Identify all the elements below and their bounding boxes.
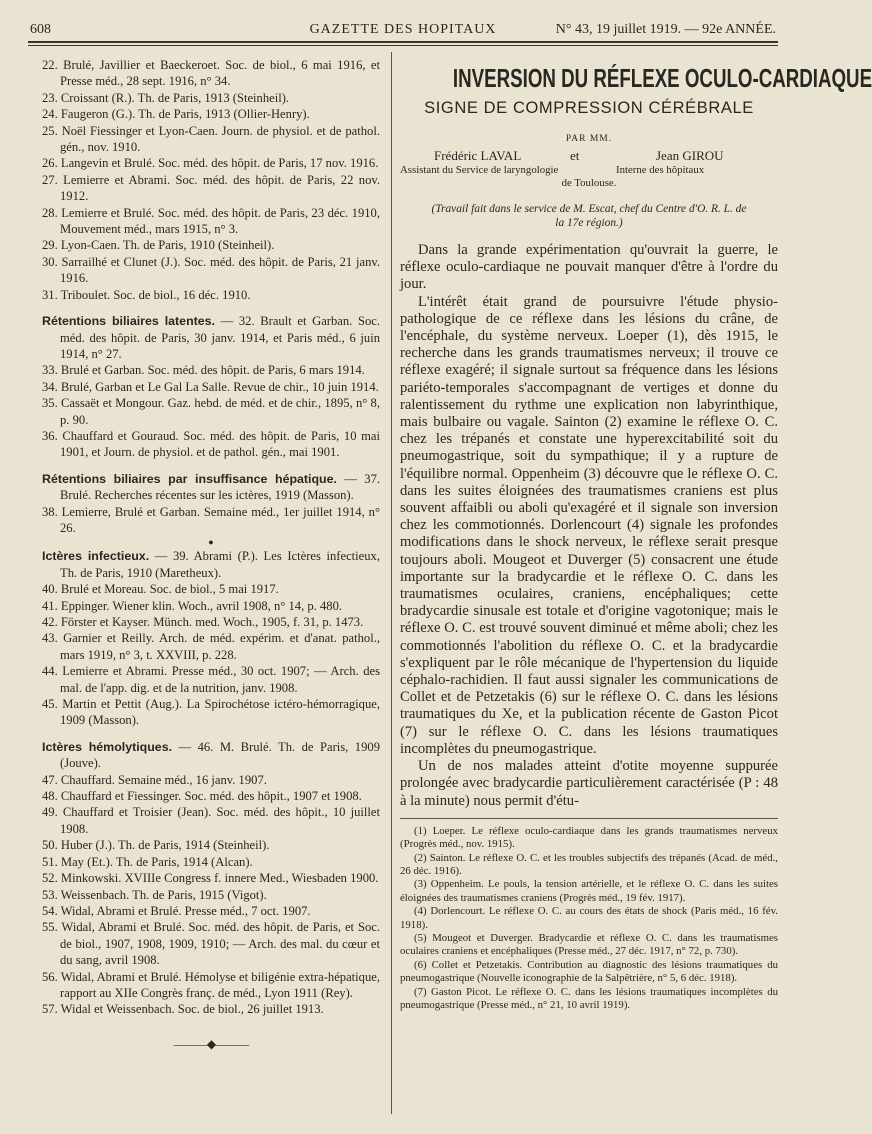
reference-item: 26. Langevin et Brulé. Soc. méd. des hôpit. de Paris, 17 nov. 1916. <box>42 156 379 171</box>
body-paragraph: L'intérêt était grand de poursuivre l'étude physio-pathologique de ce réflexe dans les lésions du crâne, de l'encéphale, du système nerveux. Loeper (1), dès 1915, le recherche dans les grands traumatismes nerveux; il trouve ce réflexe exagéré; il signale surtout sa fréquence dans les lésions pariéto-temporales s'accompagnant de vertiges et donne du ralentissement du rythme une explication non labyrinthique, mais bulbaire ou vagale. Sainton (2) examine le réflexe O. C. chez les trépanés et constate une hyperexcitabilité soit du pneumogastrique, soit du sympathique; il y a rupture de l'équilibre normal. Oppenheim (3) découvre que le réflexe O. C. dans les suites éloignées des traumatismes craniens est plus souvent affaibli ou aboli qu'exagéré et il signale son inversion chez les commotionnés. Dorlencourt (4) signale les profondes modifications dans le shock nerveux, le réflexe serait presque toujours aboli. Mougeot et Duverger (5) consacrent une étude importante sur la bradycardie et le réflexe O. C. dans les traumatismes oculaires, craniens, encéphaliques; cette bradycardie sinusale est totale et d'origine vagotonique; mais le réflexe O. C. est trouvé souvent diminué et même aboli; chez les commotionnés l'abolition du réflexe O. C. et la bradycardie s'expliquent par le rôle mécanique de l'hypertension du liquide céphalo-rachidien. Il faut aussi signaler les communications de Collet et de Petzetakis (6) sur le réflexe O. C. dans les lésions traumatiques du Xe, et la publication récente de Gaston Picot (7) sur le réflexe O. C. dans les lésions traumatiques incomplètes du pneumogastrique. <box>400 293 778 757</box>
reference-item: 38. Lemierre, Brulé et Garban. Semaine méd., 1er juillet 1914, n° 26. <box>42 504 380 535</box>
issue-info: N° 43, 19 juillet 1919. — 92e ANNÉE. <box>555 22 776 37</box>
section-heading: Ictères hémolytiques. <box>42 739 173 754</box>
footnote-item: (7) Gaston Picot. Le réflexe O. C. dans les lésions traumatiques incomplètes du pneumogastrique (Presse méd., n° 21, 10 avril 1919). <box>400 985 778 1011</box>
footnote-item: (1) Loeper. Le réflexe oculo-cardiaque dans les grands traumatismes nerveux (Progrès méd., nov. 1915). <box>400 824 778 851</box>
reference-item: 52. Minkowski. XVIIIe Congress f. innere Med., Wiesbaden 1900. <box>42 871 379 886</box>
reference-item: 25. Noël Fiessinger et Lyon-Caen. Journ. de physiol. et de pathol. gén., nov. 1910. <box>42 123 380 155</box>
author-laval: Frédéric LAVAL <box>434 148 522 163</box>
footnote-item: (3) Oppenheim. Le pouls, la tension artérielle, et le réflexe O. C. dans les suites éloignées des traumatismes craniens (Progrès méd., 19 fév. 1917). <box>400 878 778 904</box>
reference-item: 29. Lyon-Caen. Th. de Paris, 1910 (Steinheil). <box>42 238 275 253</box>
end-ornament: ———◆——— <box>173 1036 249 1051</box>
section-latentes <box>42 313 380 362</box>
bullet-mark: ● <box>208 537 214 548</box>
reference-item: 40. Brulé et Moreau. Soc. de biol., 5 mai 1917. <box>42 582 279 597</box>
header-rule-thin <box>28 45 778 46</box>
section-infectieux <box>42 548 380 581</box>
page-number: 608 <box>30 22 51 37</box>
reference-item: 34. Brulé, Garban et Le Gal La Salle. Revue de chir., 10 juin 1914. <box>42 379 379 394</box>
body-paragraph: Un de nos malades atteint d'otite moyenne suppurée prolongée avec bradycardie particulièrement caractérisée (P : 48 à la minute) nous permit d'étu- <box>400 758 778 809</box>
article-subtitle: SIGNE DE COMPRESSION CÉRÉBRALE <box>424 99 754 117</box>
footnote-item: (4) Dorlencourt. Le réflexe O. C. au cours des états de shock (Paris méd., 16 fév. 1918). <box>400 905 778 931</box>
reference-item: 51. May (Et.). Th. de Paris, 1914 (Alcan). <box>42 854 253 869</box>
reference-item: 23. Croissant (R.). Th. de Paris, 1913 (Steinheil). <box>42 90 290 105</box>
article-column <box>400 57 872 1012</box>
affiliation-girou: Interne des hôpitaux <box>616 164 705 176</box>
reference-item: 42. Förster et Kayser. Münch. med. Woch., 1905, f. 31, p. 1473. <box>42 615 364 629</box>
section-heading: Ictères infectieux. <box>42 549 150 564</box>
footnotes <box>400 825 778 1013</box>
reference-item: 54. Widal, Abrami et Brulé. Presse méd., 7 oct. 1907. <box>42 903 311 918</box>
reference-item: 41. Eppinger. Wiener klin. Woch., avril 1908, n° 14, p. 480. <box>42 598 343 613</box>
reference-item: 27. Lemierre et Abrami. Soc. méd. des hôpit. de Paris, 22 nov. 1912. <box>42 172 380 204</box>
header-rule <box>28 41 778 43</box>
reference-item: 47. Chauffard. Semaine méd., 16 janv. 1907. <box>42 772 267 787</box>
affiliations <box>400 164 778 194</box>
work-note: (Travail fait dans le service de M. Escat, chef du Centre d'O. R. L. de la 17e région.) <box>431 203 747 229</box>
reference-item: 24. Faugeron (G.). Th. de Paris, 1913 (Ollier-Henry). <box>42 107 310 122</box>
reference-item: 48. Chauffard et Fiessinger. Soc. méd. des hôpit., 1907 et 1908. <box>42 789 362 804</box>
section-heading: Rétentions biliaires par insuffisance hépatique. <box>42 471 337 486</box>
affiliation-city: de Toulouse. <box>561 177 617 189</box>
reference-item: 31. Triboulet. Soc. de biol., 16 déc. 1910. <box>42 287 251 302</box>
body-paragraph: Dans la grande expérimentation qu'ouvrait la guerre, le réflexe oculo-cardiaque ne pouvait manquer d'être à l'ordre du jour. <box>400 242 778 293</box>
bibliography-column <box>42 57 380 1052</box>
section-first-ref: — 32. Brault et Garban. Soc. méd. des hôpit. de Paris, 30 janv. 1914, et Paris méd., 6 juin 1914, n° 27. <box>60 314 380 361</box>
reference-item: 50. Huber (J.). Th. de Paris, 1914 (Steinheil). <box>42 838 270 853</box>
reference-item: 56. Widal, Abrami et Brulé. Hémolyse et biligénie extra-hépatique, rapport au XIIe Congrès franç. de méd., Lyon 1911 (Rey). <box>42 969 380 1000</box>
section-first-ref: — 37. Brulé. Recherches récentes sur les ictères, 1919 (Masson). <box>60 471 381 503</box>
author-girou: Jean GIROU <box>656 148 724 163</box>
section-insuffisance <box>42 471 380 504</box>
footnote-rule <box>400 818 778 819</box>
reference-item: 44. Lemierre et Abrami. Presse méd., 30 oct. 1907; — Arch. des mal. de l'app. dig. et de la nutrition, janv. 1908. <box>42 664 380 695</box>
reference-item: 49. Chauffard et Troisier (Jean). Soc. méd. des hôpit., 10 juillet 1908. <box>42 805 380 836</box>
footnote-item: (6) Collet et Petzetakis. Contribution au diagnostic des lésions traumatiques du pneumogastrique (Nouvelle iconographie de la Salpêtrière, n° 5, 6 déc. 1918). <box>400 958 778 985</box>
affiliation-laval: Assistant du Service de laryngologie <box>400 164 559 176</box>
reference-item: 45. Martin et Pettit (Aug.). La Spirochétose ictéro-hémorragique, 1909 (Masson). <box>42 697 380 728</box>
byline-par: PAR MM. <box>565 134 613 144</box>
section-first-ref: — 46. M. Brulé. Th. de Paris, 1909 (Jouve). <box>60 739 380 771</box>
reference-item: 57. Widal et Weissenbach. Soc. de biol., 26 juillet 1913. <box>42 1002 324 1017</box>
reference-item: 35. Cassaët et Mongour. Gaz. hebd. de méd. et de chir., 1895, n° 8, p. 90. <box>42 396 380 427</box>
section-first-ref: — 39. Abrami (P.). Les Ictères infectieux, Th. de Paris, 1910 (Maretheux). <box>60 549 380 580</box>
reference-item: 43. Garnier et Reilly. Arch. de méd. expérim. et d'anat. pathol., mars 1919, n° 3, t. XXVIII, p. 228. <box>42 631 380 662</box>
reference-item: 22. Brulé, Javillier et Baeckeroet. Soc. de biol., 6 mai 1916, et Presse méd., 28 sept. 1916, n° 34. <box>42 58 380 89</box>
footnote-item: (2) Sainton. Le réflexe O. C. et les troubles subjectifs des trépanés (Acad. de méd., 26 déc. 1916). <box>400 851 778 877</box>
reference-item: 28. Lemierre et Brulé. Soc. méd. des hôpit. de Paris, 23 déc. 1910, Mouvement méd., mars 1915, n° 3. <box>42 205 380 237</box>
footnote-item: (5) Mougeot et Duverger. Bradycardie et réflexe O. C. dans les traumatismes oculaires craniens et encéphaliques (Presse méd., 27 déc. 1917, n° 72, p. 730). <box>400 931 778 958</box>
column-divider <box>391 52 392 1114</box>
section-heading: Rétentions biliaires latentes. <box>42 314 215 329</box>
reference-item: 30. Sarrailhé et Clunet (J.). Soc. méd. des hôpit. de Paris, 21 janv. 1916. <box>42 254 380 286</box>
author-conjunction: et <box>570 148 580 163</box>
reference-item: 53. Weissenbach. Th. de Paris, 1915 (Vigot). <box>42 887 267 902</box>
reference-item: 55. Widal, Abrami et Brulé. Soc. méd. des hôpit. de Paris, et Soc. de biol., 1907, 1908, 1909, 1910; — Arch. des mal. du cœur et du sang, avril 1908. <box>42 920 380 968</box>
journal-title: GAZETTE DES HOPITAUX <box>309 22 497 37</box>
reference-item: 33. Brulé et Garban. Soc. méd. des hôpit. de Paris, 6 mars 1914. <box>42 363 365 378</box>
reference-item: 36. Chauffard et Gouraud. Soc. méd. des hôpit. de Paris, 10 mai 1901, et Journ. de physiol. et de pathol. gén., mai 1901. <box>42 428 380 460</box>
article-title: INVERSION DU RÉFLEXE OCULO-CARDIAQUE <box>452 63 872 93</box>
section-hemolytiques <box>42 739 380 772</box>
article-body <box>400 242 778 810</box>
